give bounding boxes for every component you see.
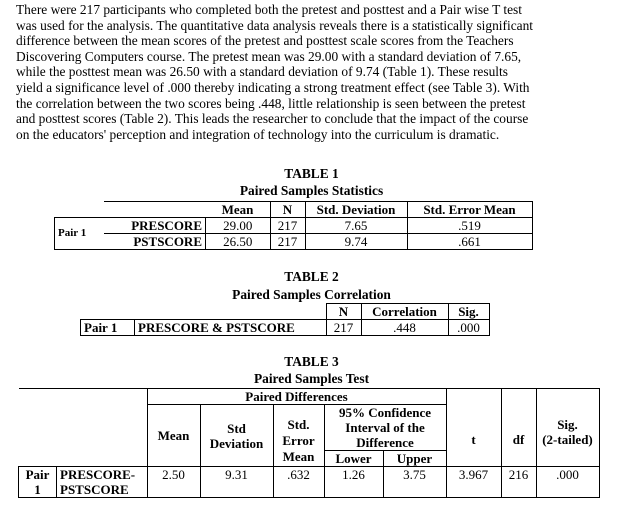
table1-header-row — [55, 202, 533, 218]
table3-paired-samples-test — [18, 388, 600, 498]
table2-pair-label: Pair 1 — [81, 320, 135, 336]
table3-header-t: t — [446, 405, 501, 467]
table1-row-name: PSTSCORE — [104, 234, 206, 250]
table3-title: Paired Samples Test — [253, 371, 370, 386]
table1-pair-label: Pair 1 — [55, 218, 104, 250]
table3-cell-mean: 2.50 — [147, 467, 200, 498]
table1-label: TABLE 1 — [284, 166, 339, 181]
table1-cell-se: .519 — [407, 218, 532, 234]
table3-cell-lower: 1.26 — [324, 467, 383, 498]
table3-header-sd: Std Deviation — [200, 405, 273, 467]
table3-cell-sd: 9.31 — [200, 467, 273, 498]
table-row — [19, 467, 600, 498]
table2-header-row — [81, 304, 490, 320]
table3-cell-se: .632 — [273, 467, 324, 498]
table-row — [55, 218, 533, 234]
paragraph-line: There were 217 participants who completed both the pretest and posttest and a Pair wise T test — [16, 2, 522, 17]
paragraph-line: yield a significance level of .000 thereby indicating a strong treatment effect (see Table 3). With — [16, 79, 530, 95]
table3-header-df: df — [501, 405, 536, 467]
table2-label: TABLE 2 — [284, 269, 339, 284]
table2-paired-samples-correlation — [80, 303, 490, 336]
table2-cell-correlation: .448 — [361, 320, 448, 336]
table3-pair-label: Pair 1 — [19, 467, 57, 498]
paragraph-line: was used for the analysis. The quantitative data analysis reveals there is a statistically significant — [16, 17, 533, 33]
table1-header-mean: Mean — [206, 202, 271, 218]
table-row — [81, 320, 490, 336]
table1-paired-samples-statistics — [54, 201, 533, 250]
body-paragraph — [16, 2, 616, 142]
table1-cell-sd: 9.74 — [305, 234, 407, 250]
paragraph-line: and posttest scores (Table 2). This leads the researcher to conclude that the impact of the course — [16, 111, 529, 127]
table3-label: TABLE 3 — [284, 354, 339, 369]
table1-cell-mean: 26.50 — [206, 234, 271, 250]
table1-title: Paired Samples Statistics — [239, 183, 384, 198]
table1-row-name: PRESCORE — [104, 218, 206, 234]
table3-header-upper: Upper — [383, 451, 446, 467]
table3-cell-t: 3.967 — [446, 467, 501, 498]
table3-header-mean: Mean — [147, 405, 200, 467]
table2-cell-n: 217 — [326, 320, 361, 336]
table1-cell-se: .661 — [407, 234, 532, 250]
table3-ci-header: 95% Confidence Interval of the Difference — [324, 405, 446, 451]
table1-cell-n: 217 — [270, 234, 305, 250]
table1-cell-n: 217 — [270, 218, 305, 234]
table1-header-sd: Std. Deviation — [305, 202, 407, 218]
table1-header-se: Std. Error Mean — [407, 202, 532, 218]
table1-cell-mean: 29.00 — [206, 218, 271, 234]
table2-row-name: PRESCORE & PSTSCORE — [135, 320, 327, 336]
table3-row-name: PRESCORE- PSTSCORE — [57, 467, 148, 498]
table3-header-sig: Sig. (2-tailed) — [536, 405, 599, 467]
paragraph-line: Discovering Computers course. The pretest mean was 29.00 with a standard deviation of 7.65, — [16, 48, 522, 64]
table3-group-header: Paired Differences — [147, 389, 446, 405]
table2-header-sig: Sig. — [448, 304, 489, 320]
table3-cell-df: 216 — [501, 467, 536, 498]
table2-header-n: N — [326, 304, 361, 320]
table1-cell-sd: 7.65 — [305, 218, 407, 234]
table2-cell-sig: .000 — [448, 320, 489, 336]
paragraph-line: the correlation between the two scores being .448, little relationship is seen between the pretest — [16, 95, 526, 111]
table1-header-n: N — [270, 202, 305, 218]
table3-cell-sig: .000 — [536, 467, 599, 498]
table-row — [55, 234, 533, 250]
table3-header-se: Std. Error Mean — [273, 405, 324, 467]
paragraph-line: difference between the mean scores of the pretest and posttest scale scores from the Teachers — [16, 33, 514, 49]
table3-header-lower: Lower — [324, 451, 383, 467]
paragraph-line: while the posttest mean was 26.50 with a standard deviation of 9.74 (Table 1). These results — [16, 64, 508, 80]
table3-cell-upper: 3.75 — [383, 467, 446, 498]
table2-title: Paired Samples Correlation — [232, 287, 391, 302]
table2-header-correlation: Correlation — [361, 304, 448, 320]
paragraph-line: on the educators' perception and integration of technology into the curriculum is dramatic. — [16, 126, 500, 142]
